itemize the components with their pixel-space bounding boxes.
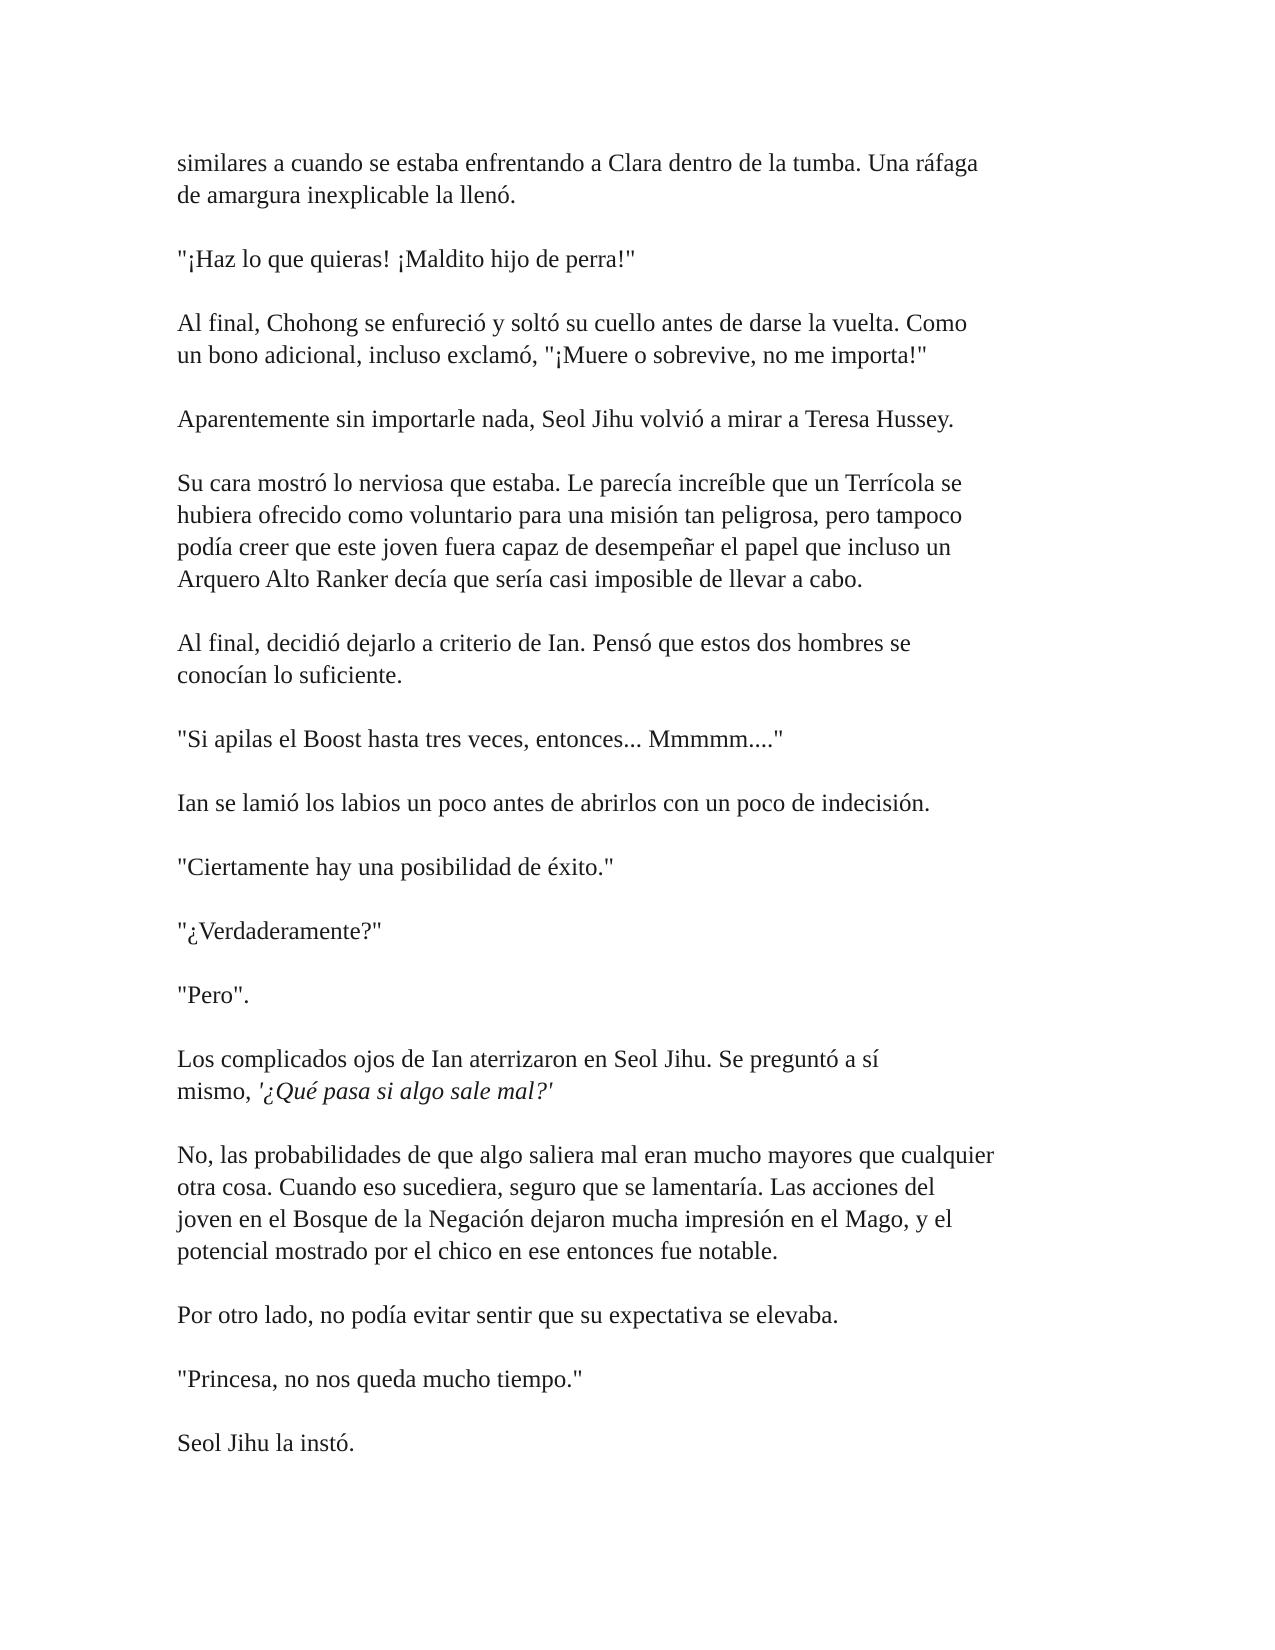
- text-line: un bono adicional, incluso exclamó, "¡Muere o sobrevive, no me importa!": [177, 342, 928, 369]
- text-line: hubiera ofrecido como voluntario para una misión tan peligrosa, pero tampoco: [177, 502, 963, 529]
- text-line: Aparentemente sin importarle nada, Seol Jihu volvió a mirar a Teresa Hussey.: [177, 406, 955, 433]
- document-body: [177, 148, 1117, 1492]
- paragraph: [177, 1364, 1117, 1396]
- paragraph: [177, 916, 1117, 948]
- text-line: Al final, Chohong se enfureció y soltó su cuello antes de darse la vuelta. Como: [177, 310, 968, 337]
- paragraph: [177, 1428, 1117, 1460]
- paragraph: [177, 404, 1117, 436]
- text-line: [177, 1076, 1117, 1108]
- paragraph: [177, 468, 1117, 596]
- text-line: "Pero".: [177, 982, 250, 1009]
- text-line: conocían lo suficiente.: [177, 662, 403, 689]
- paragraph: [177, 308, 1117, 372]
- italic-thought: '¿Qué pasa si algo sale mal?': [257, 1078, 553, 1105]
- text-line: joven en el Bosque de la Negación dejaron mucha impresión en el Mago, y el: [177, 1206, 953, 1233]
- text-line: Por otro lado, no podía evitar sentir que su expectativa se elevaba.: [177, 1302, 839, 1329]
- paragraph: [177, 852, 1117, 884]
- text-line: "¡Haz lo que quieras! ¡Maldito hijo de perra!": [177, 246, 636, 273]
- text-line: potencial mostrado por el chico en ese entonces fue notable.: [177, 1238, 779, 1265]
- paragraph: [177, 1300, 1117, 1332]
- text-line: similares a cuando se estaba enfrentando a Clara dentro de la tumba. Una ráfaga: [177, 150, 979, 177]
- text-line: "¿Verdaderamente?": [177, 918, 383, 945]
- text-line: de amargura inexplicable la llenó.: [177, 182, 516, 209]
- text-line: Su cara mostró lo nerviosa que estaba. Le parecía increíble que un Terrícola se: [177, 470, 962, 497]
- paragraph: [177, 1044, 1117, 1108]
- text-line: "Si apilas el Boost hasta tres veces, entonces... Mmmmm....": [177, 726, 784, 753]
- text-line: Ian se lamió los labios un poco antes de abrirlos con un poco de indecisión.: [177, 790, 931, 817]
- paragraph: [177, 244, 1117, 276]
- text-line: Arquero Alto Ranker decía que sería casi imposible de llevar a cabo.: [177, 566, 863, 593]
- text-line: Seol Jihu la instó.: [177, 1430, 355, 1457]
- paragraph: [177, 980, 1117, 1012]
- text-line: No, las probabilidades de que algo saliera mal eran mucho mayores que cualquier: [177, 1142, 995, 1169]
- text-line: Los complicados ojos de Ian aterrizaron en Seol Jihu. Se preguntó a sí: [177, 1046, 879, 1073]
- paragraph: [177, 724, 1117, 756]
- paragraph: [177, 1140, 1117, 1268]
- paragraph: [177, 788, 1117, 820]
- text-line: "Ciertamente hay una posibilidad de éxito.": [177, 854, 614, 881]
- paragraph: [177, 148, 1117, 212]
- text-line: podía creer que este joven fuera capaz de desempeñar el papel que incluso un: [177, 534, 951, 561]
- text-line: Al final, decidió dejarlo a criterio de Ian. Pensó que estos dos hombres se: [177, 630, 911, 657]
- text-line: "Princesa, no nos queda mucho tiempo.": [177, 1366, 583, 1393]
- paragraph: [177, 628, 1117, 692]
- text-run: mismo,: [177, 1078, 258, 1105]
- text-line: otra cosa. Cuando eso sucediera, seguro que se lamentaría. Las acciones del: [177, 1174, 936, 1201]
